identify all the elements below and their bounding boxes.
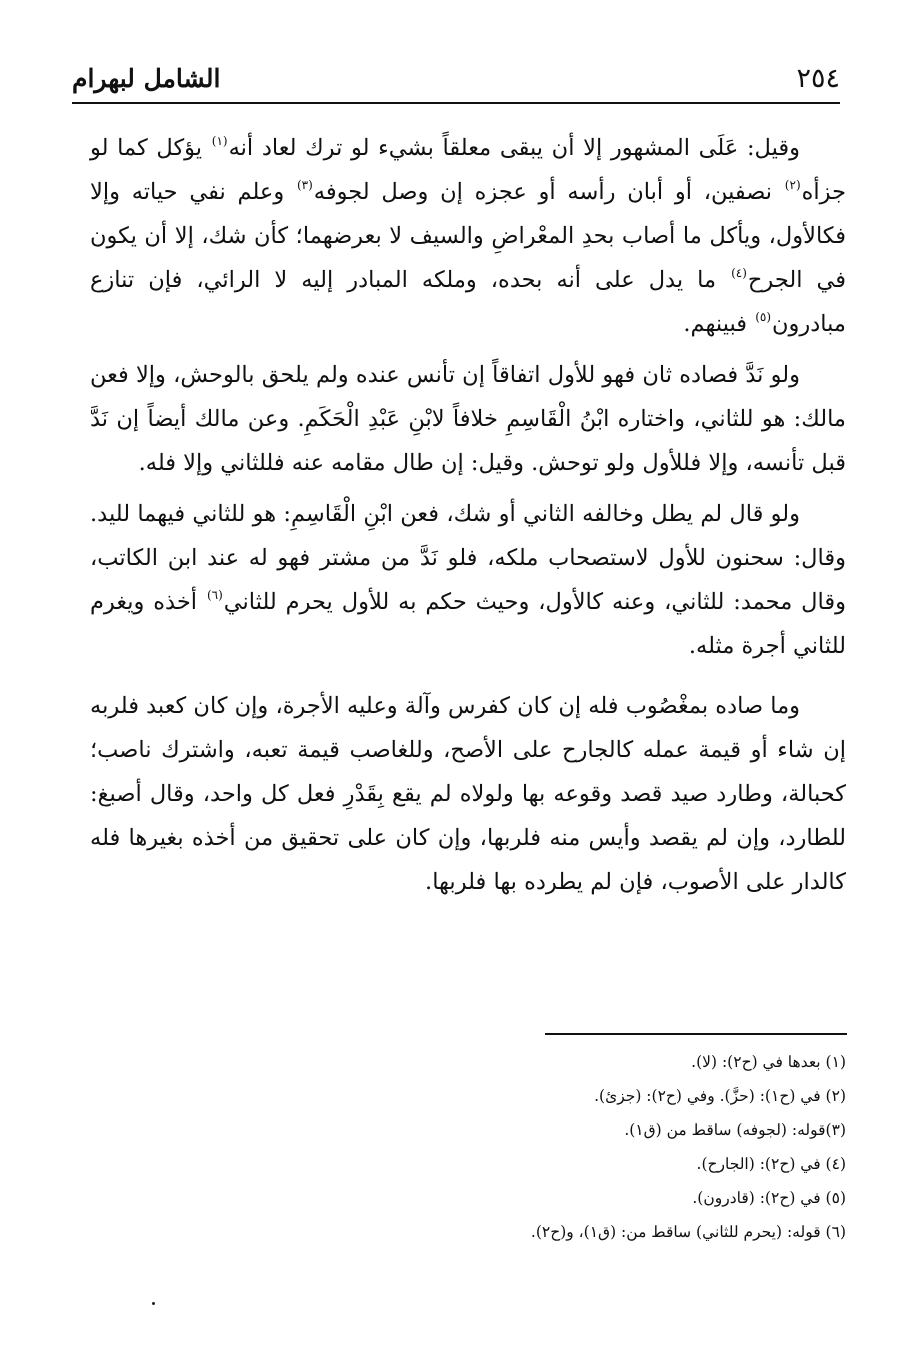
footnote: (٤) في (ح٢): (الجارح).: [696, 1155, 846, 1173]
text-run: أخذه ويغرم للثاني أجرة مثله.: [90, 589, 846, 659]
footnote-marker: (٦): [206, 588, 223, 602]
text-run: وعلم نفي حياته وإلا فكالأول، ويأكل ما أصاب بحدِ المعْراضِ والسيف لا بعرضهما؛ كأن شك، إلا أن يكون في الجرح: [90, 179, 846, 293]
footnote-marker: (٢): [784, 178, 801, 192]
text-run: يؤكل كما لو جزأه: [90, 135, 846, 205]
footnote: (٥) في (ح٢): (قادرون).: [692, 1189, 846, 1207]
running-header: [72, 62, 840, 104]
running-title: الشامل لبهرام: [72, 64, 221, 93]
footnote: (٢) في (ح١): (حزَّ). وفي (ح٢): (جزئ).: [594, 1087, 846, 1105]
text-run: نصفين، أو أبان رأسه أو عجزه إن وصل لجوفه: [313, 179, 784, 205]
footnote: (١) بعدها في (ح٢): (لا).: [691, 1053, 846, 1071]
footnote-marker: (١): [211, 134, 228, 148]
main-text: [90, 126, 846, 911]
paragraph: [90, 126, 846, 346]
text-run: ما يدل على أنه بحده، وملكه المبادر إليه لا الرائي، فإن تنازع مبادرون: [90, 267, 846, 337]
text-run: ولو نَدَّ فصاده ثان فهو للأول اتفاقاً إن تأنس عنده ولم يلحق بالوحش، وإلا فعن مالك: هو للثاني، واختاره ابْنُ الْقَاسِمِ خلافاً لابْنِ عَبْدِ الْحَكَمِ. وعن مالك أيضاً إن نَدَّ قبل تأنسه، وإلا فللأول ولو توحش. وقيل: إن طال مقامه عنه فللثاني وإلا فله.: [90, 362, 846, 476]
paragraph: [90, 492, 846, 668]
text-run: فبينهم.: [683, 311, 755, 337]
footnote: (٣)قوله: (لجوفه) ساقط من (ق١).: [624, 1121, 846, 1139]
footnotes: [426, 1045, 846, 1249]
text-run: وما صاده بمغْصُوب فله إن كان كفرس وآلة وعليه الأجرة، وإن كان كعبد فلربه إن شاء أو قيمة عمله كالجارح على الأصح، وللغاصب قيمة تعبه، واشترك ناصب؛ كحبالة، وطارد صيد قصد وقوعه بها ولولاه لم يقع بِقَدْرِ فعل كل واحد، وقال أصبغ: للطارد، وإن لم يقصد وأيس منه فلربها، وإن كان على تحقيق من أخذه بغيرها فله كالدار على الأصوب، فإن لم يطرده بها فلربها.: [90, 693, 846, 895]
footnote-marker: (٤): [731, 266, 747, 280]
text-run: وقيل: عَلَى المشهور إلا أن يبقى معلقاً بشيء لو ترك لعاد أنه: [228, 135, 800, 161]
footnote-separator: [545, 1033, 847, 1035]
paragraph: [90, 684, 846, 904]
footnote-marker: (٥): [755, 310, 772, 324]
footnote-marker: (٣): [296, 178, 313, 192]
footnote: (٦) قوله: (يحرم للثاني) ساقط من: (ق١)، و(ح٢).: [530, 1223, 846, 1241]
text-run: ولو قال لم يطل وخالفه الثاني أو شك، فعن ابْنِ الْقَاسِمِ: هو للثاني فيهما لليد. وقال: سحنون للأول لاستصحاب ملكه، فلو نَدَّ من مشتر فهو له عند ابن الكاتب، وقال محمد: للثاني، وعنه كالأول، وحيث حكم به للأول يحرم للثاني: [90, 501, 847, 615]
page-number: ٢٥٤: [796, 63, 840, 94]
page-speck: [152, 1302, 155, 1305]
paragraph: [90, 353, 846, 485]
